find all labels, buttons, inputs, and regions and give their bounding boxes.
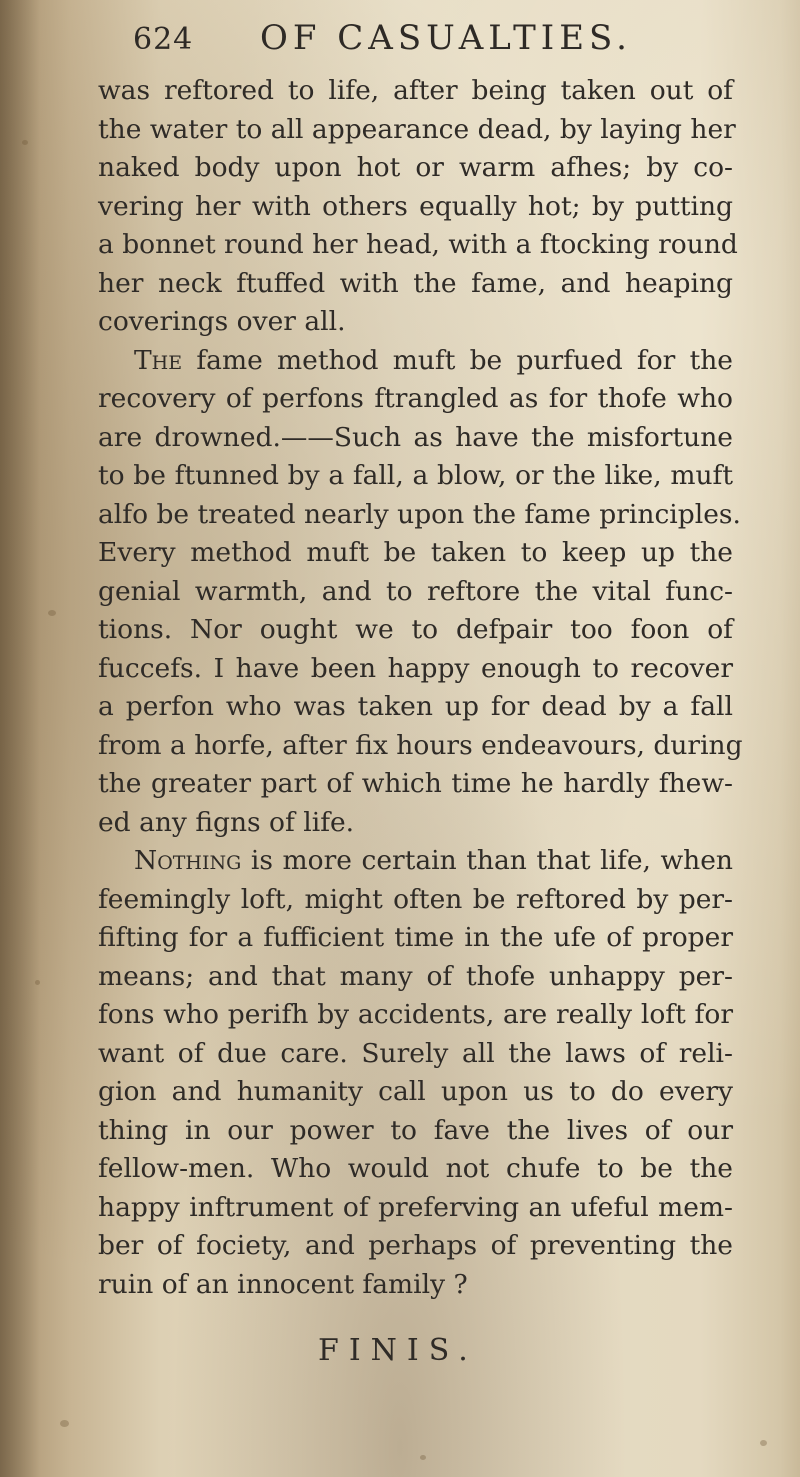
text-line: vering her with others equally hot; by putting — [98, 190, 733, 222]
running-head — [130, 12, 650, 62]
text-line: a perfon who was taken up for dead by a fall — [98, 691, 733, 722]
paragraph-first-line — [98, 842, 733, 881]
text-line: want of due care. Surely all the laws of reli- — [98, 1037, 733, 1069]
text-line: fuccefs. I have been happy enough to recover — [98, 652, 733, 684]
finis-colophon: FINIS. — [318, 1333, 478, 1368]
text-line: thing in our power to fave the lives of our — [98, 1114, 733, 1146]
paper-speckle — [35, 980, 40, 985]
running-title: OF CASUALTIES. — [260, 18, 632, 58]
paragraph-first-line — [98, 342, 733, 381]
text-line: a bonnet round her head, with a ftocking round — [98, 229, 738, 260]
text-line: happy inftrument of preferving an ufeful mem- — [98, 1191, 733, 1223]
paper-speckle — [22, 140, 28, 145]
paper-speckle — [760, 1440, 767, 1446]
text-line: gion and humanity call upon us to do every — [98, 1076, 733, 1107]
text-line: was reftored to life, after being taken out of — [98, 75, 733, 106]
text-line: are drowned.——Such as have the misfortune — [98, 421, 733, 453]
paper-speckle — [48, 610, 56, 616]
text-line: to be ftunned by a fall, a blow, or the like, muft — [98, 460, 733, 491]
text-line: fifting for a fufficient time in the ufe of proper — [98, 922, 733, 953]
body-text — [98, 72, 743, 1304]
text-line: feemingly loft, might often be reftored by per- — [98, 883, 733, 915]
text-line: from a horfe, after fix hours endeavours, during — [98, 729, 743, 761]
text-line: ber of fociety, and perhaps of preventing the — [98, 1230, 733, 1261]
text-line: naked body upon hot or warm afhes; by co- — [98, 152, 733, 183]
text-line: means; and that many of thofe unhappy per- — [98, 960, 733, 992]
paragraph-lead-word: The — [134, 344, 183, 376]
text-line: is more certain than that life, when — [250, 845, 733, 876]
text-line: the water to all appearance dead, by laying her — [98, 113, 736, 145]
text-line: tions. Nor ought we to defpair too foon of — [98, 614, 733, 645]
text-line: her neck ftuffed with the fame, and heaping — [98, 267, 733, 299]
text-line: fellow-men. Who would not chufe to be the — [98, 1153, 733, 1184]
text-line: ed any figns of life. — [98, 806, 355, 838]
spine-shadow — [0, 0, 40, 1477]
text-line: recovery of perfons ftrangled as for thofe who — [98, 383, 733, 414]
text-line: the greater part of which time he hardly fhew- — [98, 768, 733, 799]
paper-speckle — [60, 1420, 69, 1427]
text-line: alfo be treated nearly upon the fame principles. — [98, 498, 741, 530]
text-line: fame method muft be purfued for the — [196, 344, 733, 376]
text-line: ruin of an innocent family ? — [98, 1268, 468, 1300]
text-line: fons who perifh by accidents, are really loft for — [98, 999, 733, 1030]
text-line: Every method muft be taken to keep up the — [98, 537, 733, 568]
paragraph-lead-word: Nothing — [134, 845, 242, 876]
text-line: genial warmth, and to reftore the vital func- — [98, 575, 733, 607]
paper-speckle — [420, 1455, 426, 1460]
text-line: coverings over all. — [98, 306, 346, 337]
page-number: 624 — [133, 22, 194, 57]
